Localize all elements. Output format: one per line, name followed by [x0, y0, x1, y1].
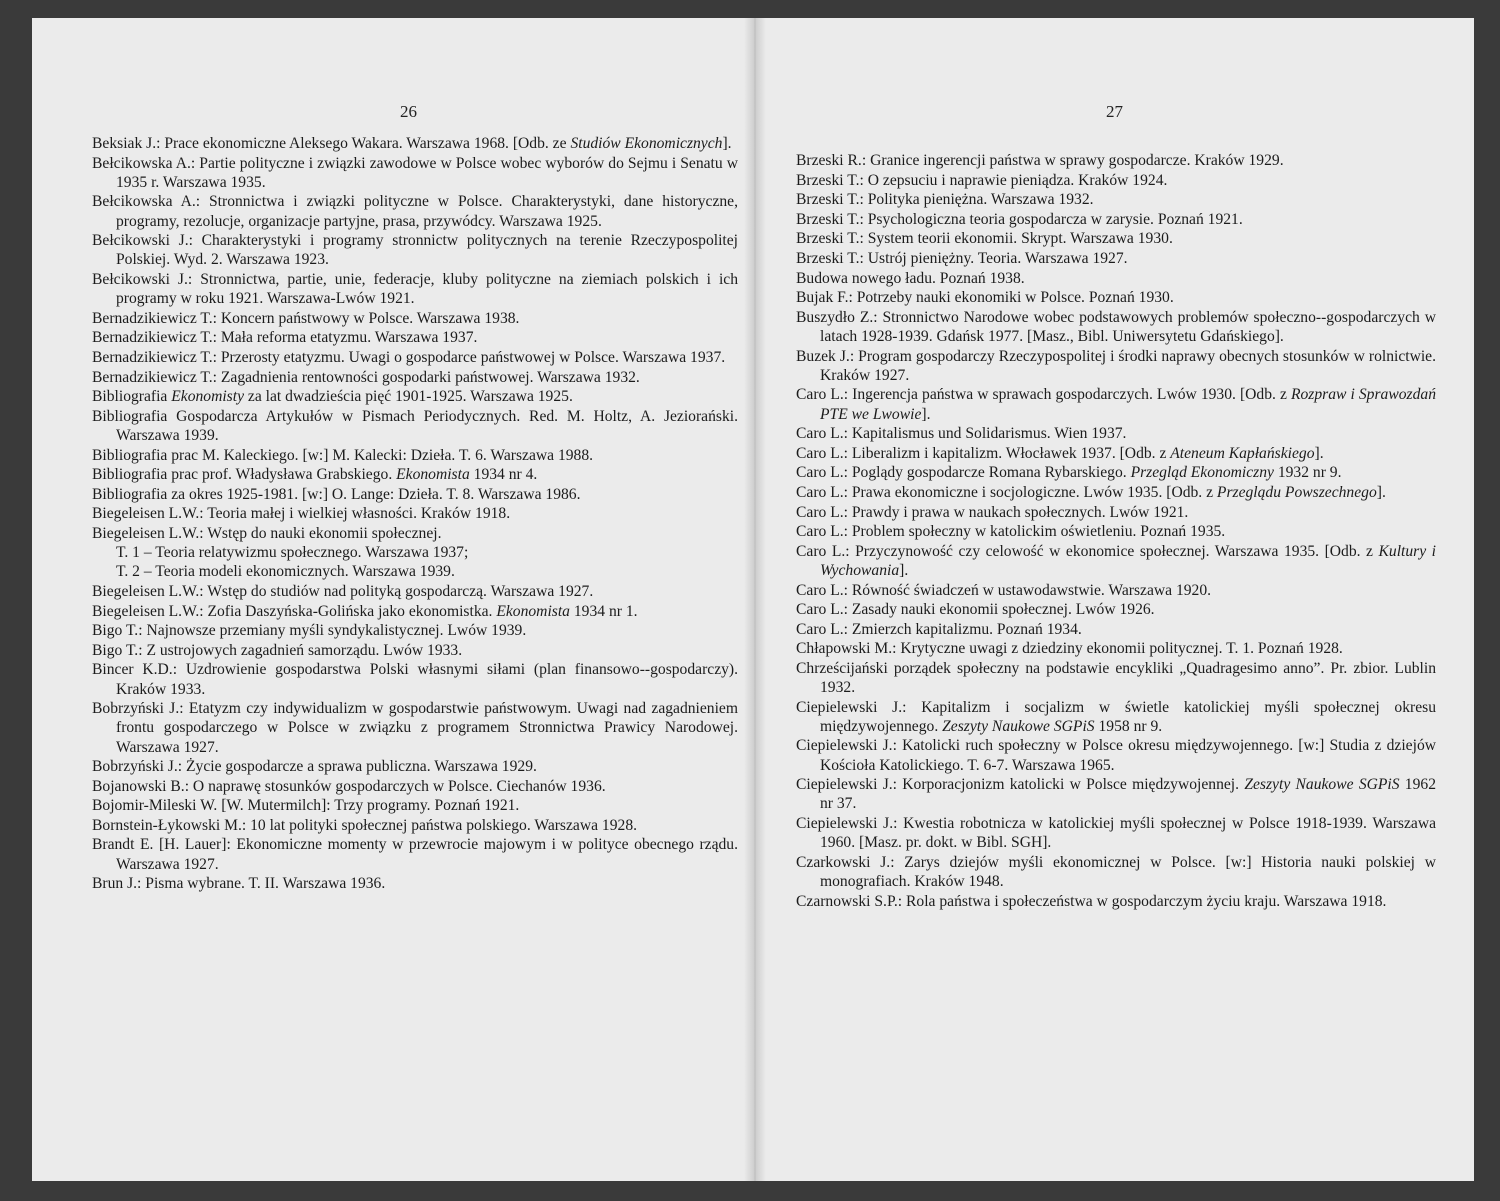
entry-text: Ciepielewski J.: Kapitalizm i socjalizm w świetle katolickiej myśli społecznej okresu międzywojennego. — [796, 698, 1436, 735]
entry-italic-title: Ekonomista — [396, 466, 470, 484]
bibliography-list — [796, 151, 1436, 911]
entry-text: Biegeleisen L.W.: Wstęp do nauki ekonomii społecznej. — [92, 524, 442, 542]
bibliography-entry — [796, 308, 1436, 346]
bibliography-entry — [92, 309, 738, 328]
bibliography-entry — [92, 621, 738, 640]
entry-text: Bernadzikiewicz T.: Mała reforma etatyzmu. Warszawa 1937. — [92, 329, 478, 347]
entry-text: Brzeski T.: Psychologiczna teoria gospodarcza w zarysie. Poznań 1921. — [796, 210, 1243, 228]
bibliography-entry — [796, 892, 1436, 911]
entry-volume: T. 2 – Teoria modeli ekonomicznych. Warszawa 1939. — [116, 563, 455, 581]
entry-text: ]. — [1376, 483, 1386, 501]
bibliography-list — [92, 134, 738, 894]
entry-italic-title: Kultury i Wychowania — [820, 542, 1436, 579]
entry-text: Biegeleisen L.W.: Zofia Daszyńska-Golińska jako ekonomistka. — [92, 602, 497, 620]
entry-text: 1934 nr 1. — [569, 602, 638, 620]
entry-text: ]. — [899, 561, 909, 579]
entry-text: Bigo T.: Z ustrojowych zagadnień samorządu. Lwów 1933. — [92, 641, 463, 659]
bibliography-entry — [796, 522, 1436, 541]
bibliography-entry — [796, 620, 1436, 639]
bibliography-entry — [92, 328, 738, 347]
book-gutter — [744, 18, 766, 1181]
bibliography-entry — [796, 463, 1436, 482]
entry-text: Beksiak J.: Prace ekonomiczne Aleksego Wakara. Warszawa 1968. [Odb. ze — [92, 135, 571, 152]
bibliography-entry — [92, 154, 738, 192]
bibliography-entry — [796, 347, 1436, 385]
entry-text: Caro L.: Prawdy i prawa w naukach społecznych. Lwów 1921. — [796, 503, 1189, 521]
entry-text: Bobrzyński J.: Etatyzm czy indywidualizm w gospodarstwie państwowym. Uwagi nad zagadnieniem frontu gospodarczego w Polsce w związku z programem Stronnictwa Prawicy Narodowej. Warszawa 1927. — [92, 700, 738, 756]
entry-text: Caro L.: Przyczynowość czy celowość w ekonomice społecznej. Warszawa 1935. [Odb. z — [796, 542, 1379, 560]
bibliography-entry — [92, 835, 738, 873]
bibliography-entry — [92, 407, 738, 445]
bibliography-entry — [796, 814, 1436, 852]
entry-text: Bełcikowski J.: Stronnictwa, partie, unie, federacje, kluby polityczne na ziemiach polskich i ich programy w roku 1921. Warszawa-Lwów 1921. — [92, 270, 738, 308]
entry-italic-title: Studiów Ekonomicznych — [570, 135, 723, 152]
entry-text: ]. — [1314, 444, 1324, 462]
entry-text: Buzek J.: Program gospodarczy Rzeczypospolitej i środki naprawy obecnych stosunków w rolnictwie. Kraków 1927. — [796, 347, 1436, 384]
entry-text: ]. — [921, 405, 931, 423]
entry-text: Ciepielewski J.: Kwestia robotnicza w katolickiej myśli społecznej w Polsce 1918-1939. Warszawa 1960. [Masz. pr. dokt. w Bibl. SGH]. — [796, 815, 1436, 852]
bibliography-entry — [796, 483, 1436, 502]
bibliography-entry — [92, 699, 738, 757]
book-spread — [32, 18, 1474, 1181]
entry-text: Bibliografia — [92, 388, 172, 406]
entry-text: Bincer K.D.: Uzdrowienie gospodarstwa Polski własnymi siłami (plan finansowo--gospodarczy). Kraków 1933. — [92, 661, 738, 698]
entry-text: Czarkowski J.: Zarys dziejów myśli ekonomicznej w Polsce. [w:] Historia nauki polskiej w monografiach. Kraków 1948. — [796, 853, 1436, 891]
bibliography-entry — [92, 504, 738, 523]
entry-text: 1958 nr 9. — [1094, 717, 1163, 735]
bibliography-entry — [92, 368, 738, 387]
entry-text: Bernadzikiewicz T.: Zagadnienia rentowności gospodarki państwowej. Warszawa 1932. — [92, 368, 640, 386]
entry-text: Brzeski T.: System teorii ekonomii. Skrypt. Warszawa 1930. — [796, 230, 1173, 248]
page-number: 26 — [400, 102, 417, 121]
entry-text: Chrześcijański porządek społeczny na podstawie encykliki „Quadragesimo anno”. Pr. zbior. Lublin 1932. — [796, 659, 1436, 697]
entry-text: Ciepielewski J.: Katolicki ruch społeczny w Polsce okresu międzywojennego. [w:] Studia z dziejów Kościoła Katolickiego. T. 6-7. Warszawa 1965. — [796, 737, 1436, 774]
entry-text: Ciepielewski J.: Korporacjonizm katolicki w Polsce międzywojennej. — [796, 776, 1245, 794]
entry-text: Czarnowski S.P.: Rola państwa i społeczeństwa w gospodarczym życiu kraju. Warszawa 1918. — [796, 892, 1387, 910]
bibliography-entry — [796, 210, 1436, 229]
entry-text: Caro L.: Zasady nauki ekonomii społecznej. Lwów 1926. — [796, 601, 1155, 619]
bibliography-entry — [92, 192, 738, 230]
bibliography-entry — [92, 796, 738, 815]
entry-text: Caro L.: Poglądy gospodarcze Romana Rybarskiego. — [796, 464, 1131, 482]
entry-text: Brzeski T.: O zepsuciu i naprawie pieniądza. Kraków 1924. — [796, 171, 1168, 189]
bibliography-entry — [796, 151, 1436, 170]
entry-text: Bełcikowska A.: Stronnictwa i związki polityczne w Polsce. Charakterystyki, dane historyczne, programy, rezolucje, organizacje partyjne, prasa, przywódcy. Warszawa 1925. — [92, 193, 738, 230]
bibliography-entry — [92, 524, 738, 582]
entry-text: Biegeleisen L.W.: Teoria małej i wielkiej własności. Kraków 1918. — [92, 505, 511, 523]
bibliography-entry — [92, 582, 738, 601]
left-page — [32, 18, 744, 1181]
bibliography-entry — [92, 446, 738, 465]
entry-italic-title: Zeszyty Naukowe SGPiS — [1244, 776, 1400, 794]
entry-text: Brzeski R.: Granice ingerencji państwa w sprawy gospodarcze. Kraków 1929. — [796, 152, 1284, 169]
bibliography-entry — [796, 775, 1436, 813]
bibliography-entry — [92, 602, 738, 621]
entry-text: Caro L.: Ingerencja państwa w sprawach gospodarczych. Lwów 1930. [Odb. z — [796, 386, 1291, 404]
entry-text: Caro L.: Kapitalismus und Solidarismus. Wien 1937. — [796, 425, 1127, 443]
bibliography-entry — [92, 660, 738, 698]
entry-text: Bernadzikiewicz T.: Koncern państwowy w Polsce. Warszawa 1938. — [92, 309, 520, 327]
bibliography-entry — [92, 134, 738, 153]
entry-text: Bujak F.: Potrzeby nauki ekonomiki w Polsce. Poznań 1930. — [796, 289, 1174, 307]
bibliography-entry — [92, 387, 738, 406]
bibliography-entry — [92, 348, 738, 367]
entry-italic-title: Rozpraw i Sprawozdań PTE we Lwowie — [820, 386, 1436, 423]
bibliography-entry — [92, 777, 738, 796]
entry-volume: T. 1 – Teoria relatywizmu społecznego. Warszawa 1937; — [116, 544, 469, 562]
entry-text: 1934 nr 4. — [469, 466, 538, 484]
entry-text: Bojomir-Mileski W. [W. Mutermilch]: Trzy programy. Poznań 1921. — [92, 797, 520, 815]
bibliography-entry — [92, 816, 738, 835]
entry-text: Bibliografia prac prof. Władysława Grabskiego. — [92, 466, 397, 484]
bibliography-entry — [796, 639, 1436, 658]
entry-italic-title: Przeglądu Powszechnego — [1216, 483, 1377, 501]
bibliography-entry — [796, 190, 1436, 209]
entry-text: 1932 nr 9. — [1273, 464, 1342, 482]
entry-italic-title: Ekonomisty — [171, 388, 245, 406]
bibliography-entry — [92, 231, 738, 269]
bibliography-entry — [796, 600, 1436, 619]
entry-text: Biegeleisen L.W.: Wstęp do studiów nad polityką gospodarczą. Warszawa 1927. — [92, 582, 594, 600]
entry-italic-title: Ateneum Kapłańskiego — [1170, 444, 1315, 462]
entry-text: Brun J.: Pisma wybrane. T. II. Warszawa 1936. — [92, 875, 386, 893]
entry-text: Brzeski T.: Ustrój pieniężny. Teoria. Warszawa 1927. — [796, 249, 1128, 267]
entry-text: Bigo T.: Najnowsze przemiany myśli syndykalistycznej. Lwów 1939. — [92, 622, 527, 640]
bibliography-entry — [796, 269, 1436, 288]
entry-text: Bojanowski B.: O naprawę stosunków gospodarczych w Polsce. Ciechanów 1936. — [92, 777, 606, 795]
page-number: 27 — [1106, 102, 1123, 121]
entry-text: ]. — [722, 135, 732, 152]
entry-text: Caro L.: Równość świadczeń w ustawodawstwie. Warszawa 1920. — [796, 581, 1212, 599]
entry-text: Chłapowski M.: Krytyczne uwagi z dziedziny ekonomii politycznej. T. 1. Poznań 1928. — [796, 640, 1343, 658]
entry-text: Bornstein-Łykowski M.: 10 lat polityki społecznej państwa polskiego. Warszawa 1928. — [92, 816, 638, 834]
bibliography-entry — [796, 424, 1436, 443]
entry-text: za lat dwadzieścia pięć 1901-1925. Warszawa 1925. — [244, 388, 573, 406]
bibliography-entry — [796, 659, 1436, 697]
bibliography-entry — [796, 385, 1436, 423]
bibliography-entry — [796, 853, 1436, 891]
bibliography-entry — [796, 249, 1436, 268]
bibliography-entry — [796, 444, 1436, 463]
entry-text: Bibliografia Gospodarcza Artykułów w Pismach Periodycznych. Red. M. Holtz, A. Jeziorański. Warszawa 1939. — [92, 407, 738, 444]
entry-text: Bernadzikiewicz T.: Przerosty etatyzmu. Uwagi o gospodarce państwowej w Polsce. Warszawa 1937. — [92, 348, 726, 366]
bibliography-entry — [796, 542, 1436, 580]
entry-text: Caro L.: Problem społeczny w katolickim oświetleniu. Poznań 1935. — [796, 523, 1226, 541]
entry-text: Brzeski T.: Polityka pieniężna. Warszawa 1932. — [796, 191, 1094, 209]
bibliography-entry — [796, 288, 1436, 307]
entry-text: Bibliografia za okres 1925-1981. [w:] O. Lange: Dzieła. T. 8. Warszawa 1986. — [92, 485, 581, 503]
entry-text: Buszydło Z.: Stronnictwo Narodowe wobec podstawowych problemów społeczno--gospodarczych w latach 1928-1939. Gdańsk 1977. [Masz., Bibl. Uniwersytetu Gdańskiego]. — [796, 308, 1436, 345]
entry-text: Bełcikowski J.: Charakterystyki i programy stronnictw politycznych na terenie Rzeczypospolitej Polskiej. Wyd. 2. Warszawa 1923. — [92, 232, 738, 269]
entry-text: Caro L.: Zmierzch kapitalizmu. Poznań 1934. — [796, 620, 1082, 638]
entry-text: 1962 nr 37. — [820, 776, 1436, 813]
entry-text: Bibliografia prac M. Kaleckiego. [w:] M. Kalecki: Dzieła. T. 6. Warszawa 1988. — [92, 446, 594, 464]
entry-italic-title: Zeszyty Naukowe SGPiS — [942, 717, 1095, 735]
bibliography-entry — [92, 874, 738, 893]
entry-text: Brandt E. [H. Lauer]: Ekonomiczne momenty w przewrocie majowym i w polityce obecnego rządu. Warszawa 1927. — [92, 836, 738, 873]
entry-text: Bełcikowska A.: Partie polityczne i związki zawodowe w Polsce wobec wyborów do Sejmu i Senatu w 1935 r. Warszawa 1935. — [92, 154, 738, 191]
bibliography-entry — [796, 503, 1436, 522]
bibliography-entry — [92, 465, 738, 484]
bibliography-entry — [796, 736, 1436, 774]
bibliography-entry — [796, 229, 1436, 248]
entry-text: Bobrzyński J.: Życie gospodarcze a sprawa publiczna. Warszawa 1929. — [92, 758, 537, 776]
right-page — [766, 18, 1474, 1181]
bibliography-entry — [92, 757, 738, 776]
bibliography-entry — [92, 485, 738, 504]
entry-text: Caro L.: Liberalizm i kapitalizm. Włocławek 1937. [Odb. z — [796, 444, 1171, 462]
entry-text: Caro L.: Prawa ekonomiczne i socjologiczne. Lwów 1935. [Odb. z — [796, 483, 1217, 501]
bibliography-entry — [92, 270, 738, 308]
bibliography-entry — [796, 171, 1436, 190]
entry-italic-title: Przegląd Ekonomiczny — [1130, 464, 1274, 482]
entry-italic-title: Ekonomista — [496, 602, 570, 620]
bibliography-entry — [796, 698, 1436, 736]
bibliography-entry — [796, 581, 1436, 600]
entry-text: Budowa nowego ładu. Poznań 1938. — [796, 269, 1025, 287]
bibliography-entry — [92, 641, 738, 660]
